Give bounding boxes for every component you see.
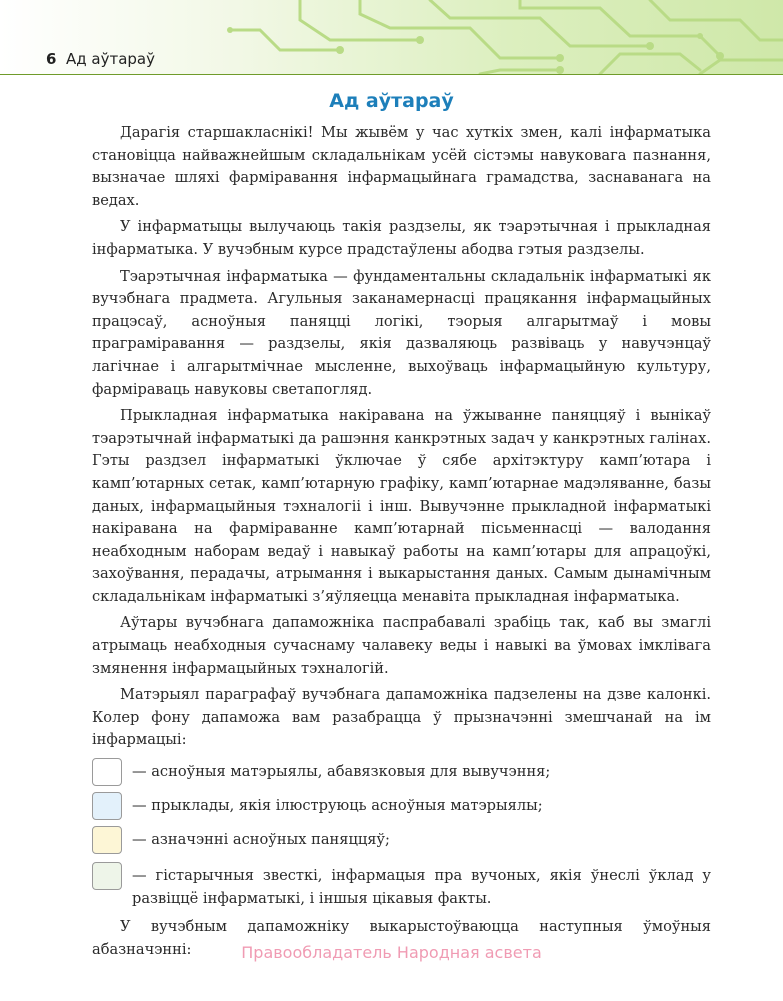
running-title: Ад аўтараў bbox=[66, 50, 155, 68]
legend-item-examples bbox=[92, 792, 711, 820]
page-number: 6 bbox=[46, 50, 57, 68]
paragraph: Тэарэтычная інфарматыка — фундаментальны складальнік інфарматыкі як вучэбнага прадмета. Агульныя заканамернасці працякання інфармацыйных працэсаў, асноўныя паняцці логікі, тэорыя алгарытмаў і мовы праграміравання — раздзелы, якія дазваляюць развіваць у навучэнцаў лагічнае і алгарытмічнае мысленне, выхоўваць інфармацыйную культуру, фарміраваць навуковы светапогляд. bbox=[92, 267, 711, 398]
paragraph: Дарагія старшакласнікі! Мы жывём у час хуткіх змен, калі інфарматыка становіцца найважнейшым складальнікам усёй сістэмы навуковага пазнання, вызначае шляхі фарміравання інфармацыйнага грамадства, заснаванага на ведах. bbox=[92, 124, 711, 209]
copyright-footer: Правообладатель Народная асвета bbox=[241, 943, 542, 962]
legend-text: — прыклады, якія ілюструюць асноўныя матэрыялы; bbox=[132, 797, 543, 815]
section-title: Ад аўтараў bbox=[329, 90, 454, 112]
legend-swatch-green bbox=[92, 862, 122, 890]
paragraph: Прыкладная інфарматыка накіравана на ўжыванне паняццяў і вынікаў тэарэтычнай інфарматыкі да рашэння канкрэтных задач у канкрэтных галінах. Гэты раздзел інфарматыкі ўключае ў сябе архітэктуру камп’ютара і камп’ютарных сетак, камп’ютарную графіку, камп’ютарнае мадэляванне, базы даных, інфармацыйныя тэхналогіі і інш. Вывучэнне прыкладной інфарматыкі накіравана на фарміраванне камп’ютарнай пісьменнасці — валодання неабходным наборам ведаў і навыкаў работы на камп’ютары для апрацоўкі, захоўвання, перадачы, атрымання і выкарыстання даных. Самым дынамічным складальнікам інфарматыкі з’яўляецца менавіта прыкладная інфарматыка. bbox=[92, 407, 711, 605]
header-rule bbox=[0, 74, 783, 75]
legend-item-basic bbox=[92, 758, 711, 786]
legend-swatch-white bbox=[92, 758, 122, 786]
legend-item-history bbox=[92, 862, 711, 910]
paragraph: У інфарматыцы вылучаюць такія раздзелы, як тэарэтычная і прыкладная інфарматыка. У вучэбным курсе прадстаўлены абодва гэтыя раздзелы. bbox=[92, 218, 711, 258]
legend-text: — асноўныя матэрыялы, абавязковыя для вывучэння; bbox=[132, 763, 551, 781]
paragraph: Матэрыял параграфаў вучэбнага дапаможніка падзелены на дзве калонкі. Колер фону дапаможа вам разабрацца ў прызначэнні змешчанай на ім інфармацыі: bbox=[92, 686, 711, 749]
legend-item-definitions bbox=[92, 826, 711, 854]
legend-text: — азначэнні асноўных паняццяў; bbox=[132, 831, 390, 849]
paragraph: Аўтары вучэбнага дапаможніка паспрабавалі зрабіць так, каб вы змаглі атрымаць неабходныя сучаснаму чалавеку веды і навыкі ва ўмовах імклівага змянення інфармацыйных тэхналогій. bbox=[92, 614, 711, 677]
paragraph: У вучэбным дапаможніку выкарыстоўваюцца наступныя ўмоўныя абазначэнні: bbox=[92, 918, 711, 958]
legend-text: — гістарычныя звесткі, інфармацыя пра вучоных, якія ўнеслі ўклад у развіццё інфарматыкі, і іншыя цікавыя факты. bbox=[132, 867, 711, 907]
legend-swatch-yellow bbox=[92, 826, 122, 854]
body-text bbox=[92, 122, 711, 965]
page-header bbox=[0, 0, 783, 75]
legend-swatch-blue bbox=[92, 792, 122, 820]
